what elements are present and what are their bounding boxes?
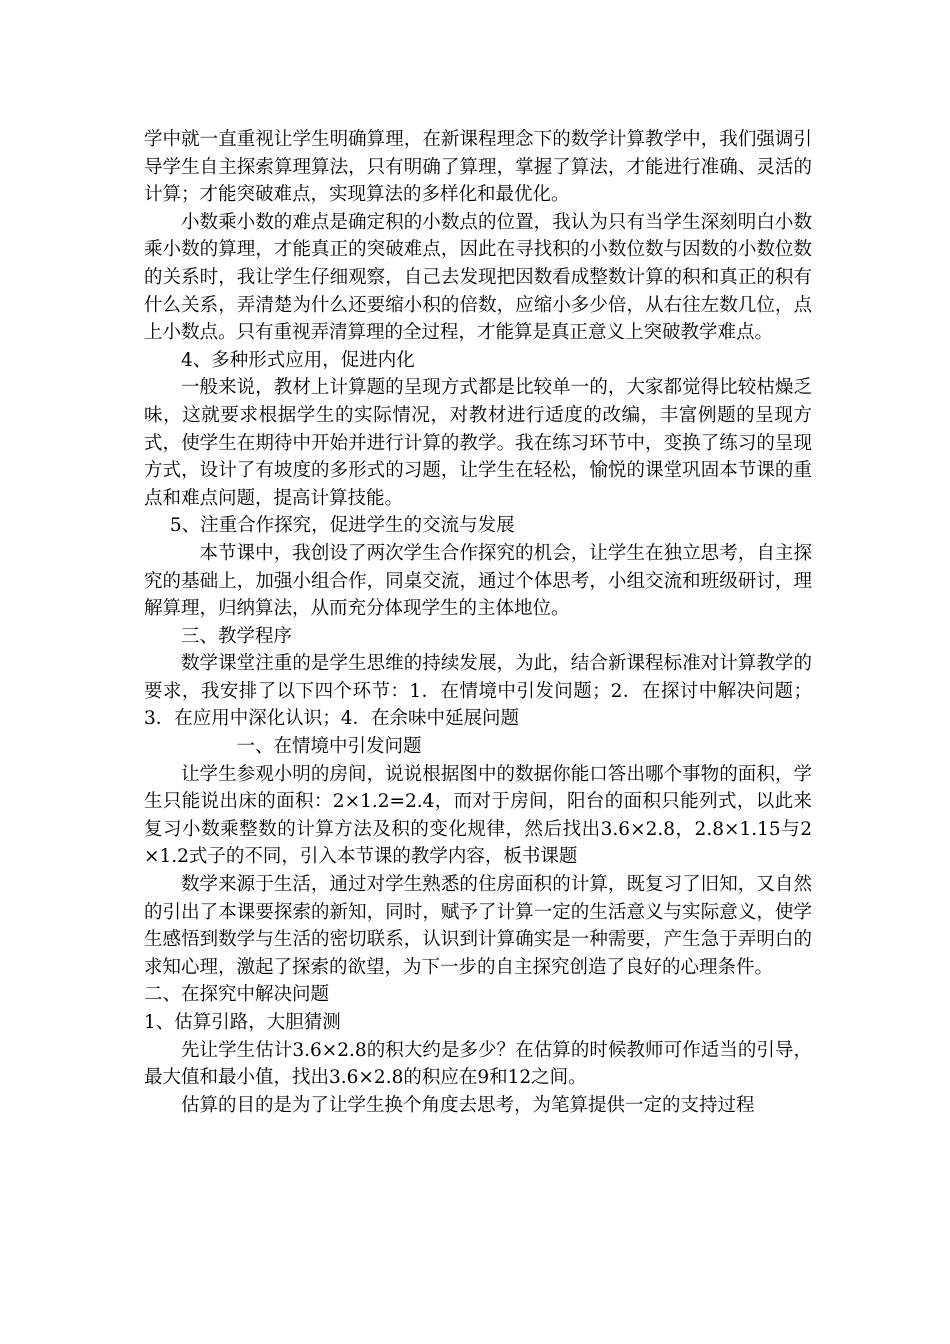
heading-step-two: 二、在探究中解决问题 bbox=[144, 984, 330, 1006]
paragraph-decimal-difficulty: 小数乘小数的难点是确定积的小数点的位置，我认为只有当学生深刻明白小数乘小数的算理，才能真正的突破难点，因此在寻找积的小数位数与因数的小数位数的关系时，我让学生仔细观察，自己去发现把因数看成整数计算的积和真正的积有什么关系，弄清楚为什么还要缩小积的倍数，应缩小多少倍，从右往左数几位，点上小数点。只有重视弄清算理的全过程，才能算是真正意义上突破教学难点。 bbox=[144, 211, 812, 344]
paragraph-continuation: 学中就一直重视让学生明确算理，在新课程理念下的数学计算教学中，我们强调引导学生自主探索算理算法，只有明确了算理，掌握了算法，才能进行准确、灵活的计算；才能突破难点，实现算法的多样化和最优化。 bbox=[144, 129, 812, 206]
body-text bbox=[144, 126, 812, 1119]
paragraph-estimation-purpose: 估算的目的是为了让学生换个角度去思考，为笔算提供一定的支持过程 bbox=[181, 1094, 755, 1116]
heading-4-application: 4、多种形式应用，促进内化 bbox=[181, 349, 415, 371]
heading-step-one: 一、在情境中引发问题 bbox=[236, 736, 422, 758]
paragraph-textbook-presentation: 一般来说，教材上计算题的呈现方式都是比较单一的，大家都觉得比较枯燥乏味，这就要求根据学生的实际情况，对教材进行适度的改编，丰富例题的呈现方式，使学生在期待中开始并进行计算的教学。我在练习环节中，变换了练习的呈现方式，设计了有坡度的多形式的习题，让学生在轻松，愉悦的课堂巩固本节课的重点和难点问题，提高计算技能。 bbox=[144, 377, 812, 509]
paragraph-room-visit: 让学生参观小明的房间，说说根据图中的数据你能口答出哪个事物的面积，学生只能说出床的面积：2×1.2=2.4，而对于房间，阳台的面积只能列式，以此来复习小数乘整数的计算方法及积的变化规律，然后找出3.6×2.8，2.8×1.15与2×1.2式子的不同，引入本节课的教学内容，板书课题 bbox=[144, 763, 812, 868]
paragraph-four-steps: 数学课堂注重的是学生思维的持续发展，为此，结合新课程标准对计算教学的要求，我安排了以下四个环节：1．在情境中引发问题；2．在探讨中解决问题；3．在应用中深化认识；4．在余味中延展问题 bbox=[144, 653, 812, 730]
heading-estimation: 1、估算引路，大胆猜测 bbox=[144, 1012, 341, 1033]
paragraph-estimate-product: 先让学生估计3.6×2.8的积大约是多少？在估算的时候教师可作适当的引导，最大值和最小值，找出3.6×2.8的积应在9和12之间。 bbox=[144, 1039, 812, 1089]
heading-teaching-procedure: 三、教学程序 bbox=[181, 625, 293, 647]
heading-5-cooperation: 5、注重合作探究，促进学生的交流与发展 bbox=[169, 515, 515, 537]
paragraph-math-from-life: 数学来源于生活，通过对学生熟悉的住房面积的计算，既复习了旧知，又自然的引出了本课要探索的新知，同时，赋予了计算一定的生活意义与实际意义，使学生感悟到数学与生活的密切联系，认识到计算确实是一种需要，产生急于弄明白的求知心理，激起了探索的欲望，为下一步的自主探究创造了良好的心理条件。 bbox=[144, 874, 812, 978]
paragraph-cooperation: 本节课中，我创设了两次学生合作探究的机会，让学生在独立思考，自主探究的基础上，加强小组合作，同桌交流，通过个体思考，小组交流和班级研讨，理解算理，归纳算法，从而充分体现学生的主体地位。 bbox=[144, 542, 812, 620]
